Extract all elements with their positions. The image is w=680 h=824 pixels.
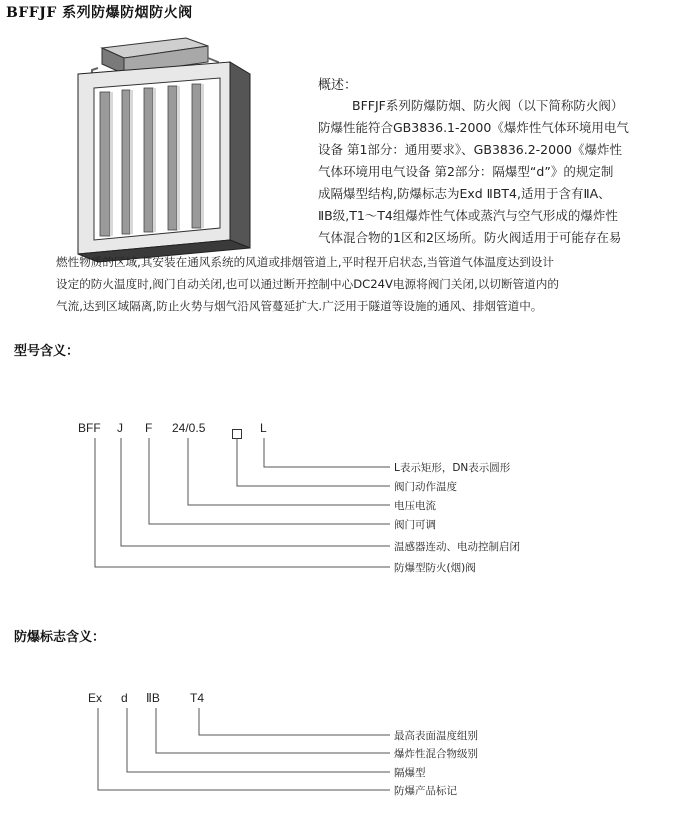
overview-line: 设备 第1部分：通用要求》、GB3836.2-2000《爆炸性 <box>318 142 622 157</box>
model-code-f: F <box>145 421 153 435</box>
model-code-j: J <box>117 421 123 435</box>
mark-code-d: d <box>121 691 128 705</box>
model-label: 阀门动作温度 <box>394 481 457 493</box>
overview-full-line: 燃性物质的区域,其安装在通风系统的风道或排烟管道上,平时程开启状态,当管道气体温度达到设计 <box>56 255 554 269</box>
model-label: 防爆型防火(烟)阀 <box>394 562 476 574</box>
overview-line: 气体环境用电气设备 第2部分：隔爆型“d”》的规定制 <box>318 164 614 179</box>
overview-line: ⅡB级,T1～T4组爆炸性气体或蒸汽与空气形成的爆炸性 <box>318 208 618 223</box>
overview-full-line: 设定的防火温度时,阀门自动关闭,也可以通过断开控制中心DC24V电源将阀门关闭,以切断管道内的 <box>56 277 559 291</box>
page-title: BFFJF 系列防爆防烟防火阀 <box>6 5 193 21</box>
overview-line: 防爆性能符合GB3836.1-2000《爆炸性气体环境用电气 <box>318 120 629 135</box>
mark-code-t4: T4 <box>190 691 205 705</box>
mark-code-iib: ⅡB <box>146 691 160 705</box>
mark-label: 爆炸性混合物级别 <box>394 748 478 760</box>
overview-line: 气体混合物的1区和2区场所。防火阀适用于可能存在易 <box>318 230 622 245</box>
mark-label: 最高表面温度组别 <box>394 730 478 742</box>
mark-code-ex: Ex <box>88 691 103 705</box>
overview-full-line: 气流,达到区域隔离,防止火势与烟气沿风管蔓延扩大.广泛用于隧道等设施的通风、排烟管道中。 <box>56 299 543 313</box>
model-label: L表示矩形，DN表示圆形 <box>394 462 511 474</box>
mark-label: 防爆产品标记 <box>394 785 457 797</box>
model-label: 温感器连动、电动控制启闭 <box>394 541 520 553</box>
mark-label: 隔爆型 <box>394 767 426 779</box>
model-heading: 型号含义： <box>14 344 80 359</box>
model-label: 阀门可调 <box>394 519 436 531</box>
overview-heading: 概述： <box>318 78 358 93</box>
model-code-voltage: 24/0.5 <box>172 421 206 435</box>
overview-line: BFFJF系列防爆防烟、防火阀（以下简称防火阀） <box>352 98 624 113</box>
mark-heading: 防爆标志含义： <box>14 630 106 645</box>
model-label: 电压电流 <box>394 500 436 512</box>
overview-line: 成隔爆型结构,防爆标志为Exd ⅡBT4,适用于含有ⅡA、 <box>318 186 611 201</box>
model-code-l: L <box>260 421 267 435</box>
model-code-bff: BFF <box>78 421 101 435</box>
